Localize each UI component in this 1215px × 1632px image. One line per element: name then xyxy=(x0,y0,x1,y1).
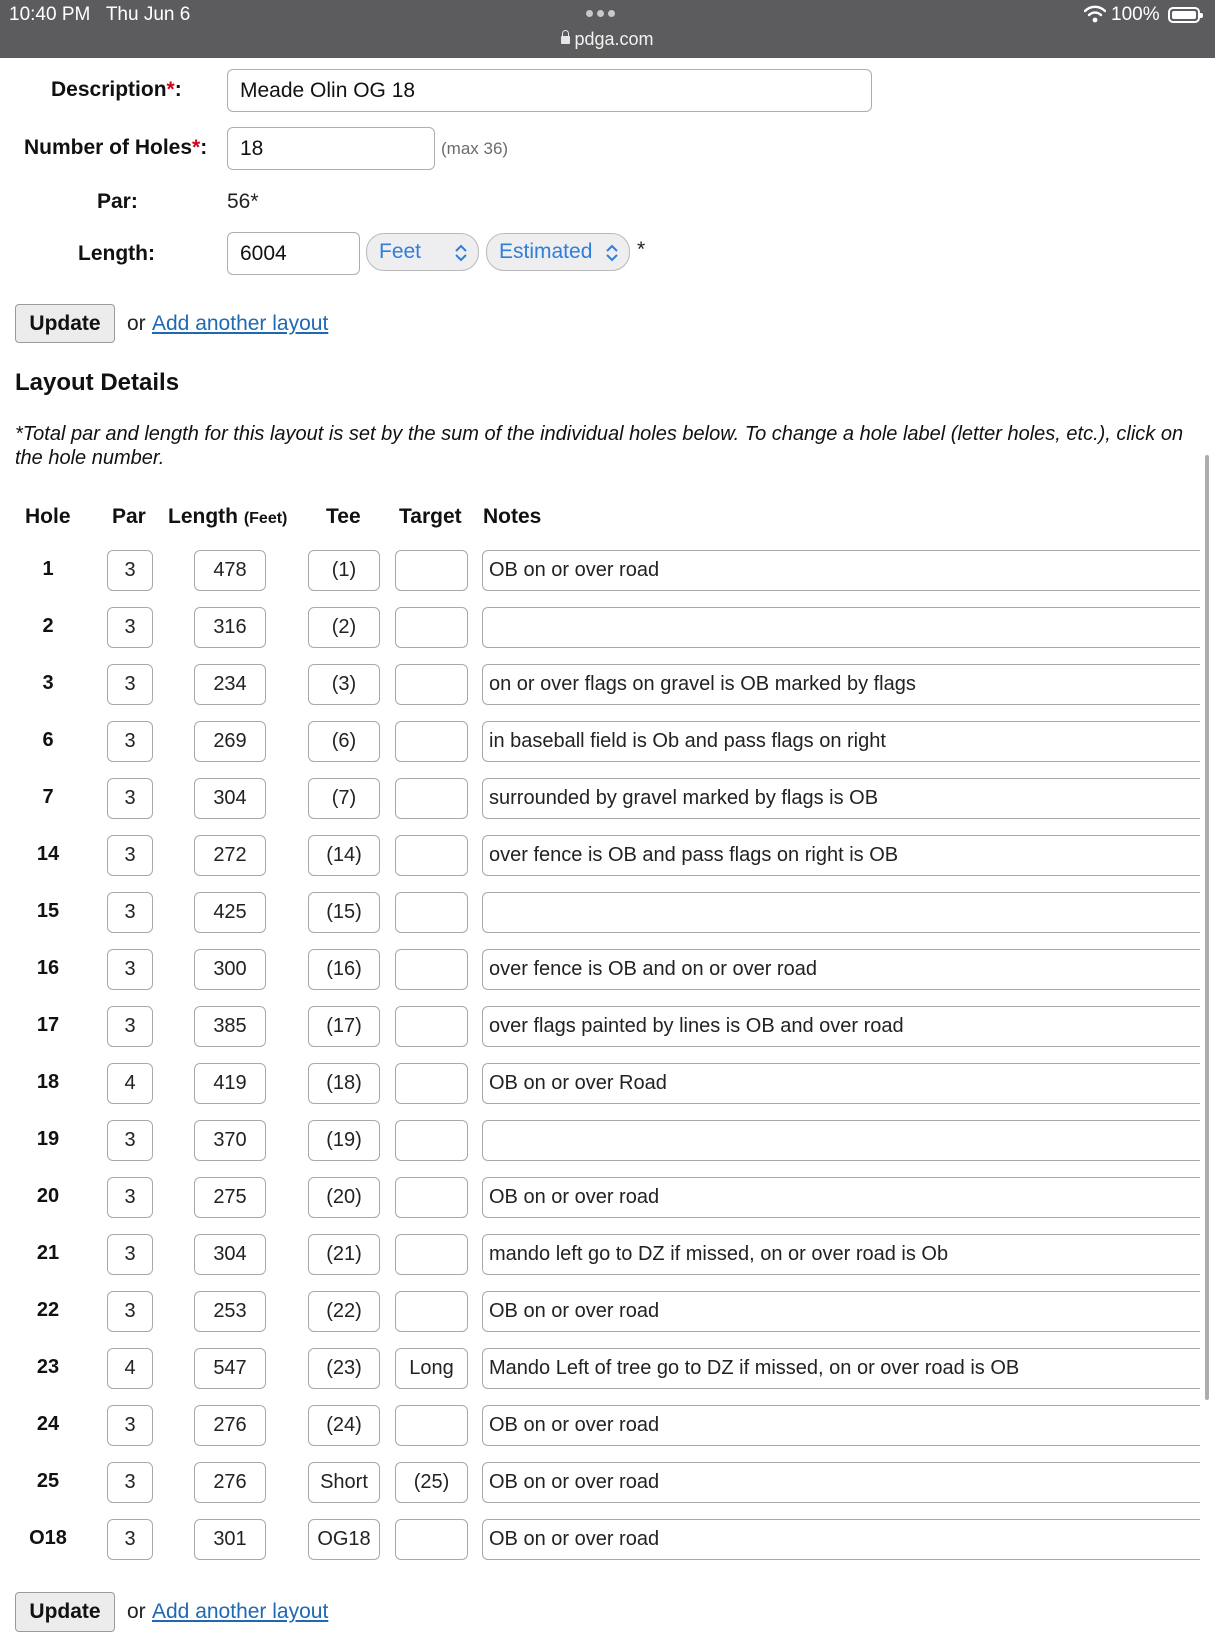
required-mark: * xyxy=(192,136,201,159)
target-input[interactable] xyxy=(395,835,468,876)
tee-input[interactable]: (20) xyxy=(308,1177,380,1218)
length-input[interactable]: 276 xyxy=(194,1405,266,1446)
tee-input[interactable]: (17) xyxy=(308,1006,380,1047)
length-input[interactable]: 425 xyxy=(194,892,266,933)
or-text-bottom: or xyxy=(127,1600,146,1623)
length-input[interactable]: 234 xyxy=(194,664,266,705)
update-button-bottom[interactable]: Update xyxy=(15,1592,115,1632)
notes-input[interactable]: in baseball field is Ob and pass flags on right xyxy=(482,721,1200,762)
updown-chevron-icon xyxy=(454,243,468,263)
hole-number-link[interactable]: 22 xyxy=(36,1299,60,1321)
target-input[interactable]: (25) xyxy=(395,1462,468,1503)
par-input[interactable]: 3 xyxy=(107,1405,153,1446)
or-text: or xyxy=(127,312,146,335)
description-input[interactable]: Meade Olin OG 18 xyxy=(227,69,872,112)
hole-number-link[interactable]: 18 xyxy=(36,1071,60,1093)
target-input[interactable] xyxy=(395,1291,468,1332)
par-input[interactable]: 4 xyxy=(107,1348,153,1389)
notes-input[interactable]: surrounded by gravel marked by flags is OB xyxy=(482,778,1200,819)
notes-input[interactable]: on or over flags on gravel is OB marked by flags xyxy=(482,664,1200,705)
hole-number-link[interactable]: 20 xyxy=(36,1185,60,1207)
par-input[interactable]: 3 xyxy=(107,1234,153,1275)
target-input[interactable] xyxy=(395,721,468,762)
notes-input[interactable]: OB on or over road xyxy=(482,1405,1200,1446)
hole-number-link[interactable]: 17 xyxy=(36,1014,60,1036)
unit-select[interactable] xyxy=(366,233,479,271)
notes-input[interactable]: OB on or over road xyxy=(482,1177,1200,1218)
status-time: 10:40 PM Thu Jun 6 xyxy=(9,4,191,25)
notes-input[interactable]: OB on or over Road xyxy=(482,1063,1200,1104)
tee-input[interactable]: (15) xyxy=(308,892,380,933)
target-input[interactable] xyxy=(395,1006,468,1047)
notes-input[interactable] xyxy=(482,607,1200,648)
length-input[interactable]: 301 xyxy=(194,1519,266,1560)
holes-hint: (max 36) xyxy=(441,139,509,158)
length-asterisk: * xyxy=(637,238,646,261)
length-input[interactable]: 478 xyxy=(194,550,266,591)
target-input[interactable] xyxy=(395,778,468,819)
length-input[interactable]: 300 xyxy=(194,949,266,990)
length-input[interactable]: 272 xyxy=(194,835,266,876)
tee-input[interactable]: (7) xyxy=(308,778,380,819)
wifi-icon xyxy=(1084,5,1106,23)
col-target: Target xyxy=(399,505,462,528)
par-input[interactable]: 3 xyxy=(107,949,153,990)
hole-number-link[interactable]: 19 xyxy=(36,1128,60,1150)
length-input[interactable]: 419 xyxy=(194,1063,266,1104)
tee-input[interactable]: (24) xyxy=(308,1405,380,1446)
description-label: Description*: xyxy=(51,78,182,101)
unit-select-value: Feet xyxy=(379,240,422,263)
target-input[interactable] xyxy=(395,1234,468,1275)
add-layout-link-bottom[interactable]: Add another layout xyxy=(152,1600,329,1623)
col-hole: Hole xyxy=(25,505,71,528)
hole-number-link[interactable]: O18 xyxy=(29,1527,67,1549)
par-input[interactable]: 3 xyxy=(107,892,153,933)
par-input[interactable]: 3 xyxy=(107,778,153,819)
par-input[interactable]: 3 xyxy=(107,550,153,591)
target-input[interactable] xyxy=(395,607,468,648)
tee-input[interactable]: (3) xyxy=(308,664,380,705)
length-input[interactable]: 304 xyxy=(194,1234,266,1275)
update-button[interactable]: Update xyxy=(15,304,115,343)
notes-input[interactable]: OB on or over road xyxy=(482,550,1200,591)
hole-number-link[interactable]: 24 xyxy=(36,1413,60,1435)
par-input[interactable]: 4 xyxy=(107,1063,153,1104)
length-input[interactable]: 304 xyxy=(194,778,266,819)
notes-input[interactable] xyxy=(482,1120,1200,1161)
hole-number-link[interactable]: 15 xyxy=(36,900,60,922)
add-layout-link[interactable]: Add another layout xyxy=(152,312,329,335)
hole-number-link[interactable]: 6 xyxy=(42,729,54,751)
notes-input[interactable] xyxy=(482,892,1200,933)
battery-percent: 100% xyxy=(1111,4,1160,25)
length-label: Length: xyxy=(78,242,155,265)
col-notes: Notes xyxy=(483,505,542,528)
par-input[interactable]: 3 xyxy=(107,721,153,762)
col-length: Length (Feet) xyxy=(168,505,288,528)
notes-input[interactable]: OB on or over road xyxy=(482,1462,1200,1503)
hole-number-link[interactable]: 2 xyxy=(42,615,54,637)
estimate-select[interactable] xyxy=(486,233,630,271)
lock-icon xyxy=(561,36,570,44)
target-input[interactable] xyxy=(395,1177,468,1218)
notes-input[interactable]: over fence is OB and pass flags on right is OB xyxy=(482,835,1200,876)
par-value: 56* xyxy=(227,190,259,213)
tee-input[interactable]: (22) xyxy=(308,1291,380,1332)
par-input[interactable]: 3 xyxy=(107,664,153,705)
target-input[interactable] xyxy=(395,664,468,705)
target-input[interactable] xyxy=(395,550,468,591)
length-input[interactable]: 6004 xyxy=(227,232,360,275)
par-input[interactable]: 3 xyxy=(107,835,153,876)
tee-input[interactable]: Short xyxy=(308,1462,380,1503)
hole-number-link[interactable]: 7 xyxy=(42,786,54,808)
target-input[interactable]: Long xyxy=(395,1348,468,1389)
par-input[interactable]: 3 xyxy=(107,607,153,648)
notes-input[interactable]: OB on or over road xyxy=(482,1519,1200,1560)
col-par: Par xyxy=(112,505,146,528)
length-input[interactable]: 547 xyxy=(194,1348,266,1389)
notes-input[interactable]: OB on or over road xyxy=(482,1291,1200,1332)
hole-number-link[interactable]: 14 xyxy=(36,843,60,865)
address-bar[interactable] xyxy=(0,29,1215,50)
hole-number-link[interactable]: 25 xyxy=(36,1470,60,1492)
hole-number-link[interactable]: 23 xyxy=(36,1356,60,1378)
holes-label: Number of Holes*: xyxy=(24,136,208,159)
notes-input[interactable]: over flags painted by lines is OB and over road xyxy=(482,1006,1200,1047)
hole-number-link[interactable]: 3 xyxy=(42,672,54,694)
length-input[interactable]: 385 xyxy=(194,1006,266,1047)
par-input[interactable]: 3 xyxy=(107,1006,153,1047)
tee-input[interactable]: (6) xyxy=(308,721,380,762)
target-input[interactable] xyxy=(395,949,468,990)
par-input[interactable]: 3 xyxy=(107,1519,153,1560)
tee-input[interactable]: (2) xyxy=(308,607,380,648)
target-input[interactable] xyxy=(395,892,468,933)
tee-input[interactable]: (16) xyxy=(308,949,380,990)
length-input[interactable]: 276 xyxy=(194,1462,266,1503)
hole-number-link[interactable]: 16 xyxy=(36,957,60,979)
length-input[interactable]: 253 xyxy=(194,1291,266,1332)
tee-input[interactable]: (19) xyxy=(308,1120,380,1161)
battery-icon xyxy=(1168,7,1200,23)
length-input[interactable]: 275 xyxy=(194,1177,266,1218)
tee-input[interactable]: (18) xyxy=(308,1063,380,1104)
tee-input[interactable]: OG18 xyxy=(308,1519,380,1560)
target-input[interactable] xyxy=(395,1519,468,1560)
target-input[interactable] xyxy=(395,1063,468,1104)
par-input[interactable]: 3 xyxy=(107,1177,153,1218)
tee-input[interactable]: (14) xyxy=(308,835,380,876)
required-mark: * xyxy=(166,78,175,101)
length-input[interactable]: 316 xyxy=(194,607,266,648)
length-input[interactable]: 269 xyxy=(194,721,266,762)
hole-number-link[interactable]: 1 xyxy=(42,558,54,580)
more-dots-icon[interactable] xyxy=(586,10,615,17)
layout-note: *Total par and length for this layout is set by the sum of the individual holes below. To change a hole label (letter holes, etc.), click on the hole number. xyxy=(15,423,1184,469)
tee-input[interactable]: (21) xyxy=(308,1234,380,1275)
estimate-select-value: Estimated xyxy=(499,240,593,263)
notes-input[interactable]: mando left go to DZ if missed, on or over road is Ob xyxy=(482,1234,1200,1275)
par-input[interactable]: 3 xyxy=(107,1291,153,1332)
layout-details-heading: Layout Details xyxy=(15,369,180,396)
target-input[interactable] xyxy=(395,1120,468,1161)
hole-number-link[interactable]: 21 xyxy=(36,1242,60,1264)
length-input[interactable]: 370 xyxy=(194,1120,266,1161)
target-input[interactable] xyxy=(395,1405,468,1446)
status-bar xyxy=(0,0,1215,58)
par-input[interactable]: 3 xyxy=(107,1120,153,1161)
url-text: pdga.com xyxy=(574,29,654,49)
col-tee: Tee xyxy=(326,505,361,528)
par-label: Par: xyxy=(97,190,138,213)
par-input[interactable]: 3 xyxy=(107,1462,153,1503)
notes-input[interactable]: Mando Left of tree go to DZ if missed, on or over road is OB xyxy=(482,1348,1200,1389)
tee-input[interactable]: (1) xyxy=(308,550,380,591)
scrollbar[interactable] xyxy=(1205,455,1209,1400)
tee-input[interactable]: (23) xyxy=(308,1348,380,1389)
holes-input[interactable]: 18 xyxy=(227,127,435,170)
notes-input[interactable]: over fence is OB and on or over road xyxy=(482,949,1200,990)
updown-chevron-icon xyxy=(605,243,619,263)
